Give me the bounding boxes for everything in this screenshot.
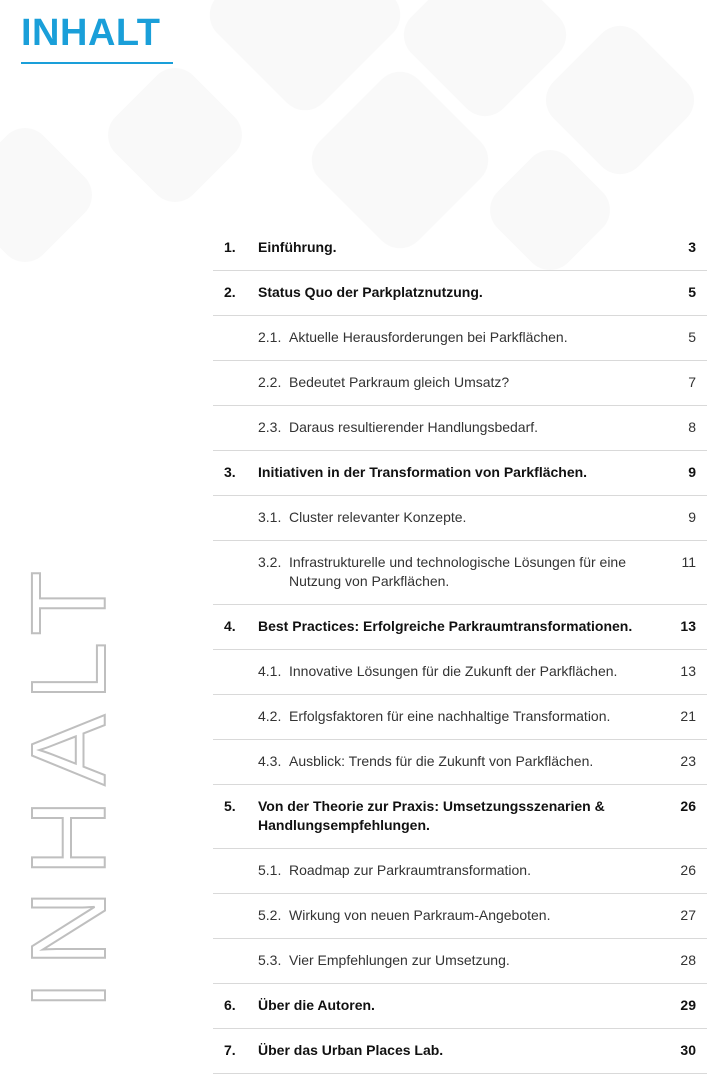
toc-title: Einführung.	[258, 239, 337, 255]
toc-number: 5.1.	[258, 862, 282, 878]
toc-title: Ausblick: Trends für die Zukunft von Parkflächen.	[289, 753, 594, 769]
toc-number: 1.	[224, 239, 236, 255]
toc-section[interactable]	[213, 361, 707, 406]
toc-title: Bedeutet Parkraum gleich Umsatz?	[289, 374, 510, 390]
toc-page-number: 5	[688, 284, 696, 300]
toc-page-number: 9	[688, 509, 696, 525]
toc-number: 4.3.	[258, 753, 282, 769]
toc-number: 4.2.	[258, 708, 282, 724]
toc-title: Infrastrukturelle und technologische Lösungen für eine Nutzung von Parkflächen.	[289, 554, 626, 589]
toc-page-number: 29	[680, 997, 696, 1013]
toc-number: 2.3.	[258, 419, 282, 435]
page-title: INHALT	[21, 12, 161, 54]
toc-title: Initiativen in der Transformation von Parkflächen.	[258, 464, 588, 480]
toc-section[interactable]	[213, 496, 707, 541]
toc-page-number: 30	[680, 1042, 696, 1058]
toc-section[interactable]	[213, 849, 707, 894]
toc-chapter[interactable]	[213, 984, 707, 1029]
toc-number: 3.	[224, 464, 236, 480]
toc-number: 7.	[224, 1042, 236, 1058]
toc-number: 2.2.	[258, 374, 282, 390]
toc-section[interactable]	[213, 406, 707, 451]
toc-number: 2.1.	[258, 329, 282, 345]
toc-chapter[interactable]	[213, 451, 707, 496]
title-underline	[21, 62, 173, 64]
toc-section[interactable]	[213, 316, 707, 361]
toc-chapter[interactable]	[213, 271, 707, 316]
toc-title: Wirkung von neuen Parkraum-Angeboten.	[289, 907, 551, 923]
toc-number: 5.3.	[258, 952, 282, 968]
toc-page-number: 13	[680, 663, 696, 679]
toc-title: Aktuelle Herausforderungen bei Parkflächen.	[289, 329, 568, 345]
toc-page-number: 7	[688, 374, 696, 390]
toc-number: 2.	[224, 284, 236, 300]
toc-title: Cluster relevanter Konzepte.	[289, 509, 467, 525]
toc-chapter[interactable]	[213, 785, 707, 849]
toc-title: Von der Theorie zur Praxis: Umsetzungsszenarien & Handlungsempfehlungen.	[258, 798, 605, 833]
toc-page-number: 26	[680, 798, 696, 814]
toc-number: 6.	[224, 997, 236, 1013]
toc-number: 4.1.	[258, 663, 282, 679]
toc-page-number: 26	[680, 862, 696, 878]
toc-title: Status Quo der Parkplatznutzung.	[258, 284, 483, 300]
toc-title: Vier Empfehlungen zur Umsetzung.	[289, 952, 510, 968]
toc-page-number: 21	[680, 708, 696, 724]
toc-page-number: 11	[681, 554, 696, 570]
toc-chapter[interactable]	[213, 1029, 707, 1074]
toc-section[interactable]	[213, 695, 707, 740]
toc-page-number: 3	[688, 239, 696, 255]
toc-title: Über das Urban Places Lab.	[258, 1042, 444, 1058]
toc-page-number: 23	[680, 753, 696, 769]
toc-title: Daraus resultierender Handlungsbedarf.	[289, 419, 539, 435]
toc-title: Innovative Lösungen für die Zukunft der Parkflächen.	[289, 663, 618, 679]
toc-section[interactable]	[213, 541, 707, 605]
toc-section[interactable]	[213, 740, 707, 785]
toc-page-number: 27	[680, 907, 696, 923]
toc-title: Über die Autoren.	[258, 997, 375, 1013]
vertical-watermark-title: INHALT	[10, 556, 128, 1010]
toc-page-number: 8	[688, 419, 696, 435]
toc-page-number: 13	[680, 618, 696, 634]
toc-number: 5.	[224, 798, 236, 814]
toc-chapter[interactable]	[213, 226, 707, 271]
toc-chapter[interactable]	[213, 605, 707, 650]
toc-page-number: 28	[680, 952, 696, 968]
toc-title: Roadmap zur Parkraumtransformation.	[289, 862, 531, 878]
toc-section[interactable]	[213, 894, 707, 939]
toc-number: 3.2.	[258, 554, 282, 570]
toc-title: Best Practices: Erfolgreiche Parkraumtransformationen.	[258, 618, 633, 634]
toc-title: Erfolgsfaktoren für eine nachhaltige Transformation.	[289, 708, 611, 724]
toc-section[interactable]	[213, 939, 707, 984]
table-of-contents	[213, 226, 707, 1074]
toc-page-number: 5	[688, 329, 696, 345]
toc-number: 4.	[224, 618, 236, 634]
toc-number: 5.2.	[258, 907, 282, 923]
toc-number: 3.1.	[258, 509, 282, 525]
toc-page-number: 9	[688, 464, 696, 480]
toc-section[interactable]	[213, 650, 707, 695]
